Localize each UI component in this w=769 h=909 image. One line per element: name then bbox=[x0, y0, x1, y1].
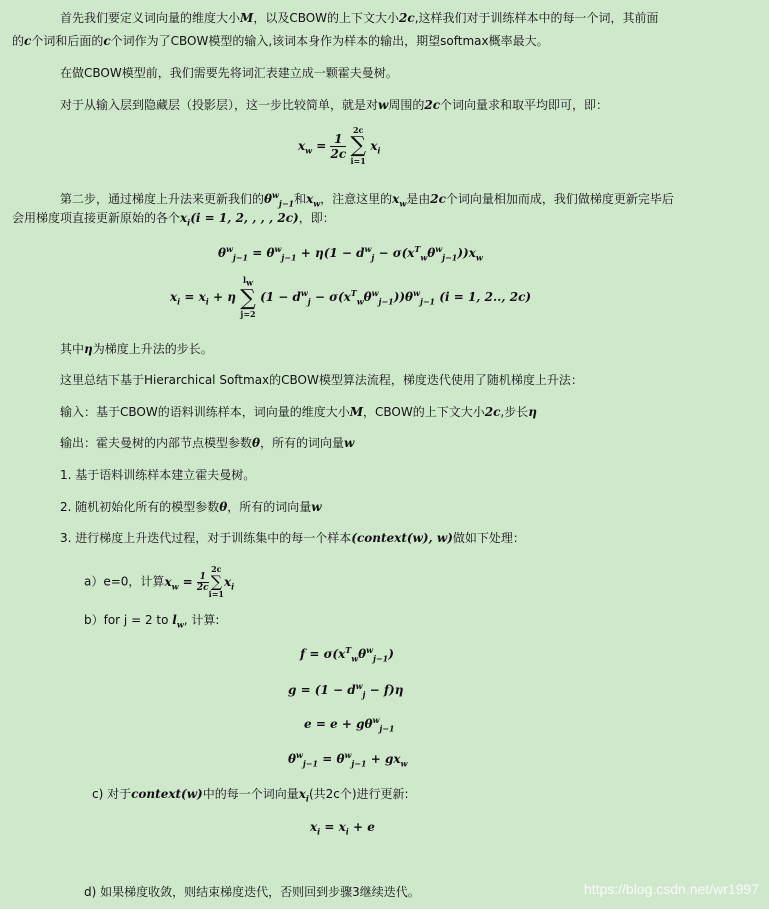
math-lw: $l_w$ bbox=[172, 613, 184, 630]
math-theta2: θ bbox=[252, 436, 261, 450]
para5-a: 其中 bbox=[60, 342, 85, 356]
para1-text-e: 个词和后面的 bbox=[31, 34, 104, 48]
step-2 bbox=[60, 499, 322, 515]
step2-a: 2. 随机初始化所有的模型参数 bbox=[60, 500, 220, 514]
para7-b: ，CBOW的上下文大小 bbox=[363, 405, 485, 419]
math-context: (context(w), w) bbox=[351, 531, 453, 545]
equation-e: $e = e + g\theta^w_{j-1}$ bbox=[304, 715, 395, 734]
step3-a: 3. 进行梯度上升迭代过程，对于训练集中的每一个样本 bbox=[60, 531, 352, 545]
paragraph-3 bbox=[60, 97, 608, 113]
math-2c-d: 2c bbox=[484, 405, 501, 419]
para1-text-b: ，以及CBOW的上下文大小 bbox=[253, 11, 400, 25]
step-3 bbox=[60, 530, 525, 546]
paragraph-4-line-2 bbox=[12, 210, 335, 230]
paragraph-1-line-2 bbox=[12, 33, 549, 49]
math-M: M bbox=[240, 11, 254, 25]
paragraph-4-line-1 bbox=[60, 187, 674, 211]
math-theta: $\theta^w_{j-1}$ bbox=[264, 190, 295, 209]
para4-g: ，即： bbox=[298, 211, 335, 225]
math-M2: M bbox=[349, 405, 364, 419]
paragraph-2: 在做CBOW模型前，我们需要先将词汇表建立成一颗霍夫曼树。 bbox=[60, 66, 398, 80]
math-w: w bbox=[378, 98, 389, 112]
stepc-a: c) 对于 bbox=[92, 787, 132, 801]
equation-xi-step: $x_i = x_i + e$ bbox=[310, 820, 375, 837]
stepb-a: b）for j = 2 to bbox=[84, 613, 173, 627]
stepc-c: (共2c个)进行更新: bbox=[308, 787, 409, 801]
stepa-text: a）e=0，计算 bbox=[84, 574, 165, 589]
equation-xi-update: $x_i = x_i + \eta$ $l_w$ ∑ j=2 $(1 - d^w_j - \sigma(x^T_w\theta^w_{j-1}))\theta^w_{j-1}$ (i = 1, 2.., 2c) bbox=[170, 275, 532, 319]
math-xw2: $x_w$ bbox=[392, 192, 407, 209]
math-w2: w bbox=[344, 436, 355, 450]
para4-a: 第二步，通过梯度上升法来更新我们的 bbox=[60, 192, 265, 206]
para4-b: 和 bbox=[294, 192, 307, 206]
math-2c: 2c bbox=[399, 11, 415, 25]
stepb-b: , 计算: bbox=[183, 613, 220, 627]
math-2c-c: 2c bbox=[430, 192, 446, 206]
stepc-b: 中的每一个词向量 bbox=[202, 787, 299, 801]
para8-b: ，所有的词向量 bbox=[260, 436, 345, 450]
step-b bbox=[84, 612, 219, 632]
para4-d: 是由 bbox=[406, 192, 431, 206]
step-1: 1. 基于语料训练样本建立霍夫曼树。 bbox=[60, 468, 256, 482]
equation-theta-update: $\theta^w_{j-1} = \theta^w_{j-1} + \eta(1 - d^w_j - \sigma(x^T_w\theta^w_{j-1}))x_w$ bbox=[218, 244, 483, 263]
equation-xw-average: $x_w$ = $\frac{1}{2c}$ 2c ∑ i=1 $x_i$ bbox=[298, 125, 381, 166]
step-d: d) 如果梯度收敛，则结束梯度迭代，否则回到步骤3继续迭代。 bbox=[84, 885, 420, 899]
para1-text-f: 个词作为了CBOW模型的输入,该词本身作为样本的输出，期望softmax概率最大。 bbox=[110, 34, 549, 48]
para7-a: 输入：基于CBOW的语料训练样本，词向量的维度大小 bbox=[60, 405, 350, 419]
paragraph-5 bbox=[60, 341, 213, 357]
math-c: c bbox=[24, 34, 32, 48]
para5-b: 为梯度上升法的步长。 bbox=[92, 342, 213, 356]
para4-c: ，注意这里的 bbox=[320, 192, 393, 206]
para3-a: 对于从输入层到隐藏层（投影层），这一步比较简单，就是对 bbox=[60, 98, 379, 112]
step-a bbox=[84, 565, 234, 599]
para1-text-c: ,这样我们对于训练样本中的每一个词，其前面 bbox=[414, 11, 659, 25]
step-c bbox=[92, 786, 409, 806]
para7-c: ,步长 bbox=[500, 405, 529, 419]
equation-theta-step: $\theta^w_{j-1} = \theta^w_{j-1} + gx_w$ bbox=[288, 750, 408, 769]
equation-f: $f = \sigma(x^T_w\theta^w_{j-1})$ bbox=[300, 645, 394, 664]
para1-text-a: 首先我们要定义词向量的维度大小 bbox=[60, 11, 241, 25]
para3-b: 周围的 bbox=[388, 98, 425, 112]
math-eta: η bbox=[84, 342, 93, 356]
para4-f: 会用梯度项直接更新原始的各个 bbox=[12, 211, 181, 225]
step2-b: ，所有的词向量 bbox=[227, 500, 312, 514]
math-xi: $x_i$ bbox=[298, 787, 309, 804]
para3-c: 个词向量求和取平均即可，即： bbox=[440, 98, 609, 112]
math-theta3: θ bbox=[219, 500, 228, 514]
math-context2: context(w) bbox=[131, 787, 203, 801]
para8-a: 输出：霍夫曼树的内部节点模型参数 bbox=[60, 436, 253, 450]
paragraph-input bbox=[60, 404, 537, 420]
equation-g: $g = (1 - d^w_j - f)\eta$ bbox=[288, 681, 404, 700]
math-xw: $x_w$ bbox=[306, 192, 321, 209]
math-eta2: η bbox=[528, 405, 537, 419]
paragraph-6: 这里总结下基于Hierarchical Softmax的CBOW模型算法流程，梯度迭代使用了随机梯度上升法： bbox=[60, 373, 583, 387]
math-2c-b: 2c bbox=[424, 98, 441, 112]
para4-e: 个词向量相加而成，我们做梯度更新完毕后 bbox=[445, 192, 674, 206]
math-w3: w bbox=[311, 500, 322, 514]
math-c2: c bbox=[103, 34, 111, 48]
step3-b: 做如下处理： bbox=[452, 531, 525, 545]
math-xi-range: $x_i(i = 1$, 2, , , , 2c) bbox=[180, 211, 299, 228]
paragraph-output bbox=[60, 435, 354, 451]
para1-text-d: 的 bbox=[12, 34, 25, 48]
stepa-math: $x_w$ = $\frac{1}{2c}$ 2c ∑ i=1 $x_i$ bbox=[164, 564, 235, 599]
watermark: https://blog.csdn.net/wr1997 bbox=[583, 881, 759, 897]
paragraph-1-line-1 bbox=[60, 10, 659, 26]
